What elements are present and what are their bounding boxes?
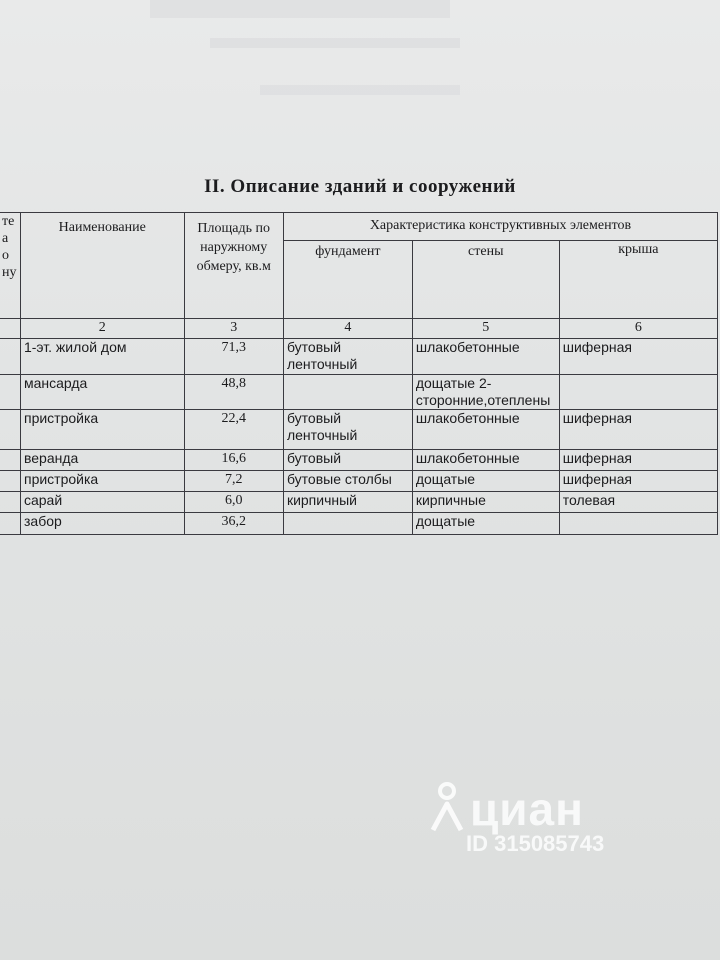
stub-cell: [0, 410, 20, 450]
table-row: [0, 410, 718, 450]
building-walls: шлакобетонные: [412, 410, 559, 450]
roof-header: крыша: [559, 241, 717, 319]
building-walls: шлакобетонные: [412, 339, 559, 375]
building-area: 71,3: [184, 339, 283, 375]
show-through-text: [260, 85, 460, 95]
table-row: [0, 375, 718, 410]
building-foundation: бутовый ленточный: [283, 410, 412, 450]
watermark-brand: циан: [470, 782, 584, 835]
building-area: 16,6: [184, 450, 283, 471]
stub-header-line: ну: [2, 265, 17, 280]
building-roof: [559, 513, 717, 535]
column-number: 5: [412, 319, 559, 339]
stub-cell: [0, 450, 20, 471]
column-number: 3: [184, 319, 283, 339]
building-area: 7,2: [184, 471, 283, 492]
characteristics-header: Характеристика конструктивных элементов: [283, 213, 717, 241]
building-name: забор: [20, 513, 184, 535]
name-header: Наименование: [20, 213, 184, 319]
stub-cell: [0, 513, 20, 535]
building-roof: [559, 375, 717, 410]
stub-cell: [0, 492, 20, 513]
building-roof: шиферная: [559, 450, 717, 471]
foundation-header: фундамент: [283, 241, 412, 319]
building-name: пристройка: [20, 471, 184, 492]
buildings-table: [0, 212, 718, 535]
building-walls: дощатые: [412, 471, 559, 492]
table-row: [0, 339, 718, 375]
stub-cell: [0, 471, 20, 492]
building-name: пристройка: [20, 410, 184, 450]
stub-header-line: о: [2, 248, 9, 263]
section-title: II. Описание зданий и сооружений: [204, 176, 516, 197]
table-row: [0, 492, 718, 513]
building-foundation: бутовый ленточный: [283, 339, 412, 375]
building-walls: дощатые: [412, 513, 559, 535]
building-roof: шиферная: [559, 339, 717, 375]
column-number: [0, 319, 20, 339]
stub-cell: [0, 339, 20, 375]
stub-header-cell: [0, 213, 20, 319]
building-area: 22,4: [184, 410, 283, 450]
building-name: веранда: [20, 450, 184, 471]
listing-id: ID 315085743: [466, 831, 605, 856]
column-number: 2: [20, 319, 184, 339]
column-number: 6: [559, 319, 717, 339]
show-through-text: [210, 38, 460, 48]
building-foundation: [283, 513, 412, 535]
cian-watermark: [430, 780, 604, 857]
building-area: 48,8: [184, 375, 283, 410]
building-roof: шиферная: [559, 471, 717, 492]
building-name: мансарда: [20, 375, 184, 410]
building-area: 36,2: [184, 513, 283, 535]
building-name: сарай: [20, 492, 184, 513]
stub-header-line: те: [2, 214, 15, 229]
walls-header: стены: [412, 241, 559, 319]
map-pin-icon: [430, 780, 464, 837]
stub-cell: [0, 375, 20, 410]
building-foundation: бутовый: [283, 450, 412, 471]
building-walls: шлакобетонные: [412, 450, 559, 471]
building-foundation: кирпичный: [283, 492, 412, 513]
area-header: Площадь по наружному обмеру, кв.м: [184, 213, 283, 319]
building-walls: дощатые 2-сторонние,отеплены: [412, 375, 559, 410]
table-row: [0, 513, 718, 535]
building-foundation: бутовые столбы: [283, 471, 412, 492]
building-name: 1-эт. жилой дом: [20, 339, 184, 375]
header-row: [0, 213, 718, 241]
stub-header-line: а: [2, 231, 9, 246]
table-row: [0, 471, 718, 492]
building-roof: шиферная: [559, 410, 717, 450]
column-number: 4: [283, 319, 412, 339]
building-roof: толевая: [559, 492, 717, 513]
building-foundation: [283, 375, 412, 410]
column-number-row: [0, 319, 718, 339]
building-walls: кирпичные: [412, 492, 559, 513]
building-area: 6,0: [184, 492, 283, 513]
table-row: [0, 450, 718, 471]
show-through-text: [150, 0, 450, 18]
